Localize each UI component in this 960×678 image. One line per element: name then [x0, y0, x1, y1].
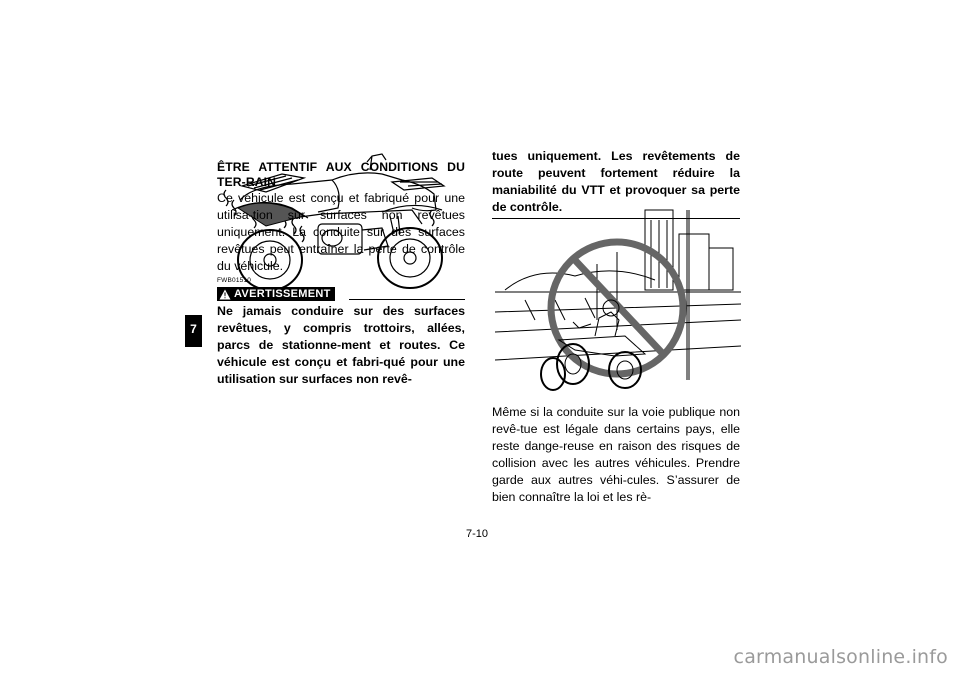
right-column	[492, 148, 740, 504]
warning-badge	[217, 287, 335, 301]
intro-paragraph: Ce véhicule est conçu et fabriqué pour une utilisa-tion sur surfaces non revêtues uniquement. La conduite sur des surfaces revêtues peut entraîner la perte de contrôle du véhicule.	[217, 191, 465, 273]
chapter-tab: 7	[185, 315, 202, 347]
warning-header	[217, 286, 465, 301]
page-number: 7-10	[466, 528, 489, 540]
watermark: carmanualsonline.info	[733, 646, 948, 668]
warning-label: AVERTISSEMENT	[234, 287, 331, 300]
warning-text-continued: tues uniquement. Les revêtements de route peuvent fortement réduire la maniabilité du VTT et provoquer sa perte de contrôle.	[492, 148, 740, 219]
road-paragraph: Même si la conduite sur la voie publique non revê-tue est légale dans certains pays, elle reste dange-reuse en raison des risques de collision avec les autres véhicules. Prendre garde aux autres véhi-cules. S’assurer de bien connaître la loi et les rè-	[492, 405, 740, 504]
section-heading: ÊTRE ATTENTIF AUX CONDITIONS DU TER-RAIN	[217, 160, 465, 189]
warning-rule	[349, 299, 465, 300]
warning-code: FWB01510	[217, 277, 252, 284]
warning-text: Ne jamais conduire sur des surfaces revêtues, y compris trottoirs, allées, parcs de stationne-ment et routes. Ce véhicule est conçu et fabri-qué pour une utilisation sur surfaces non revê-	[217, 304, 465, 386]
warning-triangle-icon	[219, 289, 231, 300]
no-road-riding-illustration-icon	[495, 200, 741, 400]
left-column	[217, 160, 465, 388]
